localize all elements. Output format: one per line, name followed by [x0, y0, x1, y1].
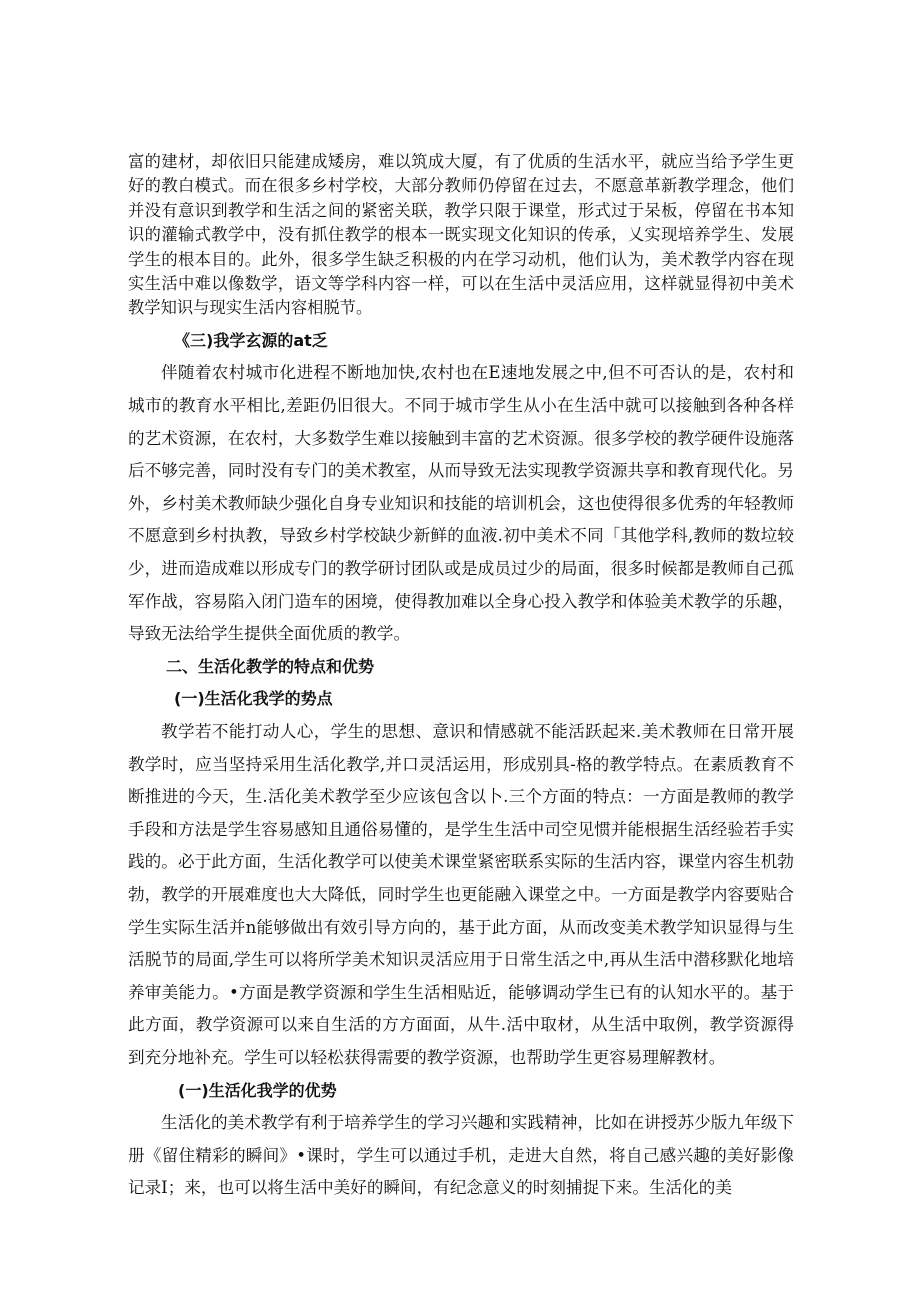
paragraph-features: 教学若不能打动人心，学生的思想、意识和情感就不能活跃起来.美术教师在日常开展教学时，应当坚持采用生活化教学,并口灵活运用，形成别具-格的教学特点。在素质教育不断推进的今天，生.活化美术教学至少应该包含以卜.三个方面的特点：一方面是教师的教学手段和方法是学生容易感知且通俗易懂的，是学生生活中司空见惯并能根据生活经验若手实践的。必于此方面，生活化教学可以使美术课堂紧密联系实际的生活内容，课堂内容生机勃勃，教学的开展难度也大大降低，同时学生也更能融入课堂之中。一方面是教学内容要贴合学生实际生活并n能够做出有效引导方向的，基于此方面，从而改变美术教学知识显得与生活脱节的局面,学生可以将所学美术知识灵活应用于日常生活之中,再从生活中潜移默化地培养审美能力。•方面是教学资源和学生生活相贴近，能够调动学生已有的认知水平的。基于此方面，教学资源可以来自生活的方方面面，从牛.活中取材，从生活中取例，教学资源得到充分地补充。学生可以轻松获得需要的教学资源，也帮助学生更容易理解教材。: [128, 721, 794, 1067]
paragraph-urbanization: 伴随着农村城市化进程不断地加快,农村也在E速地发展之中,但不可否认的是，农村和城市的教育水平相比,差距仍旧很大。不同于城市学生从小在生活中就可以接触到各种各样的艺术资源，在农村，大多数学生难以接触到丰富的艺术资源。很多学校的教学硬件设施落后不够完善，同时没有专门的美术教室，从而导致无法实现教学资源共享和教育现代化。另外，乡村美术教师缺少强化自身专业知识和技能的培训机会，这也使得很多优秀的年轻教师不愿意到乡村执教，导致乡村学校缺少新鲜的血液.初中美术不同「其他学科,教师的数垃较少，进而造成难以形成专门的教学研讨团队或是成员过少的局面，很多时候都是教师自己孤军作战，容易陷入闭门造车的困境，使得教加难以全身心投入教学和体验美术教学的乐趣，导致无法给学生提供全面优质的教学。: [128, 363, 794, 644]
heading-teaching-resources: 《三)我学玄源的at乏: [174, 330, 328, 350]
heading-advantages: (一)生活化我学的优势: [178, 1080, 337, 1100]
paragraph-rural-teaching: 富的建材，却依旧只能建成矮房，难以筑成大厦，有了优质的生活水平，就应当给予学生更好的教白模式。而在很多乡村学校，大部分教师仍停留在过去，不愿意革新教学理念，他们并没有意识到教学和生活之间的紧密关联，教学只限于课堂，形式过于呆板，停留在书本知识的灌输式教学中，没有抓住教学的根本一既实现文化知识的传承，乂实现培养学生、发展学生的根本目的。此外，很多学生缺乏积极的内在学习动机，他们认为，美术教学内容在现实生活中难以像数学，语文等学科内容一样，可以在生活中灵活应用，这样就显得初中美术教学知识与现实生活内容相脱节。: [128, 152, 794, 318]
document-body: [128, 150, 794, 1205]
paragraph-advantages: 生活化的美术教学有利于培养学生的学习兴趣和实践精神，比如在讲授苏少版九年级下册《留住精彩的瞬间》•课时，学生可以通过手机，走进大自然，将自己感兴趣的美好影像记录I；来，也可以将生活中美好的瞬间，有纪念意义的时刻捕捉下来。生活化的美: [128, 1113, 794, 1198]
heading-features: (一)生活化我学的势点: [174, 689, 333, 709]
heading-section-two: 二、生活化教学的特点和优势: [166, 656, 375, 676]
